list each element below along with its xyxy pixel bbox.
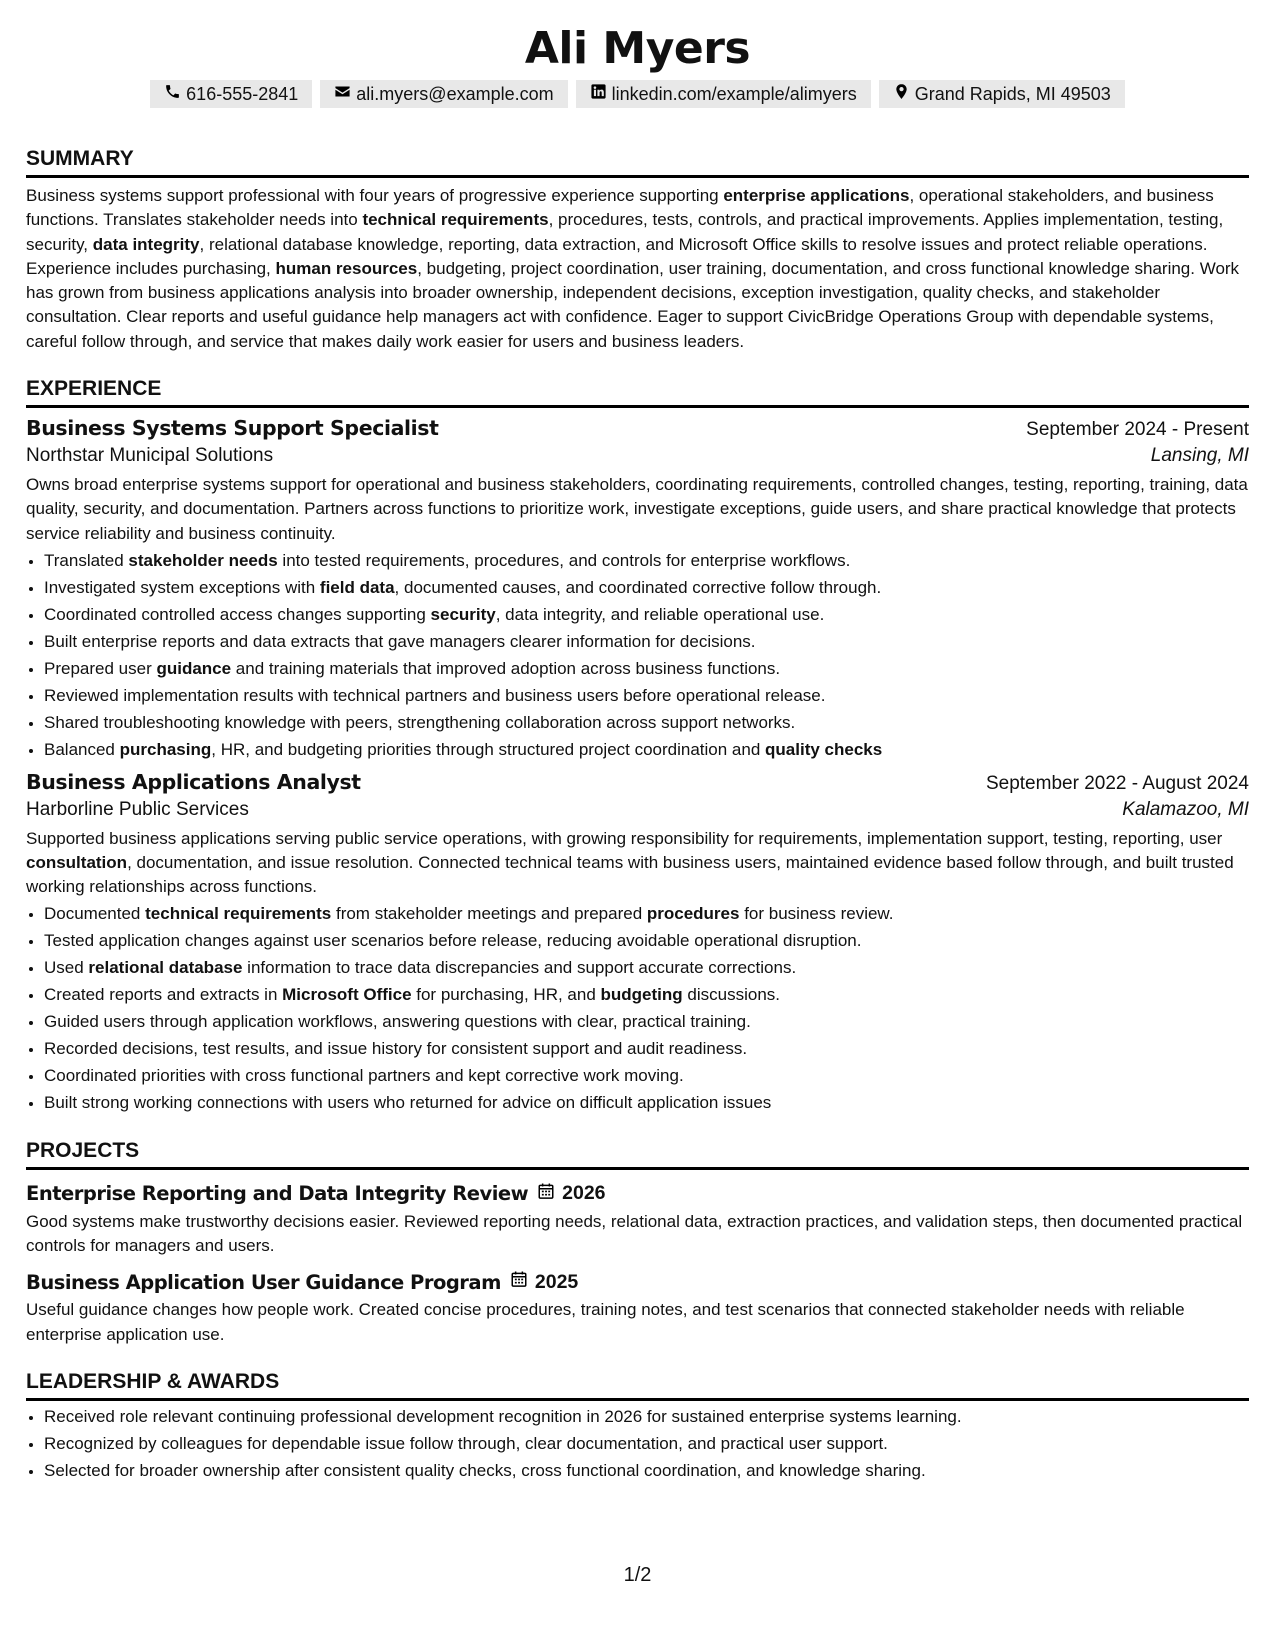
project-description: Useful guidance changes how people work. Created concise procedures, training notes, and test scenarios that connected stakeholder needs with reliable enterprise application use. [26,1300,1185,1344]
job-dates: September 2022 - August 2024 [985,772,1249,794]
project-title: Business Application User Guidance Program [26,1270,501,1294]
job-title: Business Applications Analyst [26,769,361,794]
linkedin-text: linkedin.com/example/alimyers [611,84,857,104]
bullet-item: • Built enterprise reports and data extracts that gave managers clearer information for decisions. [44,630,1249,654]
section-title-experience: EXPERIENCE [26,374,1249,408]
project-entry [26,1266,1249,1347]
section-title-projects: PROJECTS [26,1136,1249,1170]
location-text: Grand Rapids, MI 49503 [914,84,1111,104]
phone-icon [164,80,181,108]
job-bullets [26,902,1249,1115]
job-description: Owns broad enterprise systems support for operational and business stakeholders, coordinating requirements, controlled changes, testing, reporting, training, data quality, security, and documentation. Partners across functions to prioritize work, investigate exceptions, guide users, and share practical knowledge that protects service reliability and business continuity. [26,475,1248,543]
calendar-icon [537,1182,555,1206]
job-title: Business Systems Support Specialist [26,416,439,441]
job-company: Northstar Municipal Solutions [26,445,274,467]
bullet-item: • Prepared user guidance and training materials that improved adoption across business functions. [44,657,1249,681]
bullet-item: • Coordinated controlled access changes supporting security, data integrity, and reliable operational use. [44,603,1249,627]
leadership-bullets [26,1405,1249,1483]
bullet-item: • Built strong working connections with users who returned for advice on difficult application issues [44,1091,1249,1115]
job-location: Kalamazoo, MI [1122,798,1249,820]
job-company: Harborline Public Services [26,798,249,820]
bullet-item: • Used relational database information to trace data discrepancies and support accurate corrections. [44,956,1249,980]
bullet-item: • Tested application changes against user scenarios before release, reducing avoidable operational disruption. [44,929,1249,953]
bullet-item: • Created reports and extracts in Microsoft Office for purchasing, HR, and budgeting discussions. [44,983,1249,1007]
map-pin-icon [893,80,910,108]
bullet-item: • Documented technical requirements from stakeholder meetings and prepared procedures for business review. [44,902,1249,926]
summary-paragraph: Business systems support professional with four years of progressive experience supporting enterprise applications, operational stakeholders, and business functions. Translates stakeholder needs into technical requirements, procedures, tests, controls, and practical improvements. Applies implementation, testing, security, data integrity, relational database knowledge, reporting, data extraction, and Microsoft Office skills to resolve issues and protect reliable operations. Experience includes purchasing, human resources, budgeting, project coordination, user training, documentation, and cross functional knowledge sharing. Work has grown from business applications analysis into broader ownership, independent decisions, exception investigation, quality checks, and stakeholder consultation. Clear reports and useful guidance help managers act with confidence. Eager to support CivicBridge Operations Group with dependable systems, careful follow through, and service that makes daily work easier for users and business leaders. [26,186,1240,351]
bullet-item: • Balanced purchasing, HR, and budgeting priorities through structured project coordination and quality checks [44,738,1249,762]
resume-page [26,0,1249,1483]
project-title: Enterprise Reporting and Data Integrity Review [26,1182,529,1206]
bullet-item: • Translated stakeholder needs into tested requirements, procedures, and controls for enterprise workflows. [44,549,1249,573]
section-title-leadership: LEADERSHIP & AWARDS [26,1367,1249,1401]
envelope-icon [334,80,351,108]
contact-email[interactable] [320,80,567,108]
job-description: Supported business applications serving public service operations, with growing responsibility for requirements, implementation support, testing, reporting, user consultation, documentation, and issue resolution. Connected technical teams with business users, maintained evidence based follow through, and built trusted working relationships across functions. [26,828,1234,897]
job-bullets [26,549,1249,762]
contact-location [879,80,1125,108]
section-title-summary: SUMMARY [26,144,1249,178]
job-entry [26,416,1249,762]
project-year: 2026 [562,1182,606,1205]
project-description: Good systems make trustworthy decisions easier. Reviewed reporting needs, relational data, extraction practices, and validation steps, then documented practical controls for managers and users. [26,1211,1243,1255]
bullet-item: • Shared troubleshooting knowledge with peers, strengthening collaboration across support networks. [44,711,1249,735]
contact-phone [150,80,312,108]
phone-text: 616-555-2841 [186,84,299,104]
job-dates: September 2024 - Present [1026,419,1249,441]
calendar-icon [510,1270,528,1294]
bullet-item: • Recorded decisions, test results, and issue history for consistent support and audit readiness. [44,1037,1249,1061]
job-entry [26,770,1249,1116]
bullet-item: • Reviewed implementation results with technical partners and business users before operational release. [44,684,1249,708]
bullet-item: • Coordinated priorities with cross functional partners and kept corrective work moving. [44,1064,1249,1088]
bullet-item: • Selected for broader ownership after consistent quality checks, cross functional coordination, and knowledge sharing. [44,1459,1249,1483]
job-location: Lansing, MI [1150,445,1249,467]
email-text: ali.myers@example.com [356,84,554,104]
bullet-item: • Recognized by colleagues for dependable issue follow through, clear documentation, and practical user support. [44,1432,1249,1456]
bullet-item: • Investigated system exceptions with field data, documented causes, and coordinated corrective follow through. [44,576,1249,600]
linkedin-icon [590,80,607,108]
page-number: 1/2 [623,1564,652,1586]
project-entry [26,1178,1249,1259]
contact-linkedin[interactable] [576,80,871,108]
candidate-name: Ali Myers [524,23,751,74]
project-year: 2025 [534,1270,579,1293]
bullet-item: • Received role relevant continuing professional development recognition in 2026 for sustained enterprise systems learning. [44,1405,1249,1429]
contact-bar [26,80,1249,108]
bullet-item: • Guided users through application workflows, answering questions with clear, practical training. [44,1010,1249,1034]
